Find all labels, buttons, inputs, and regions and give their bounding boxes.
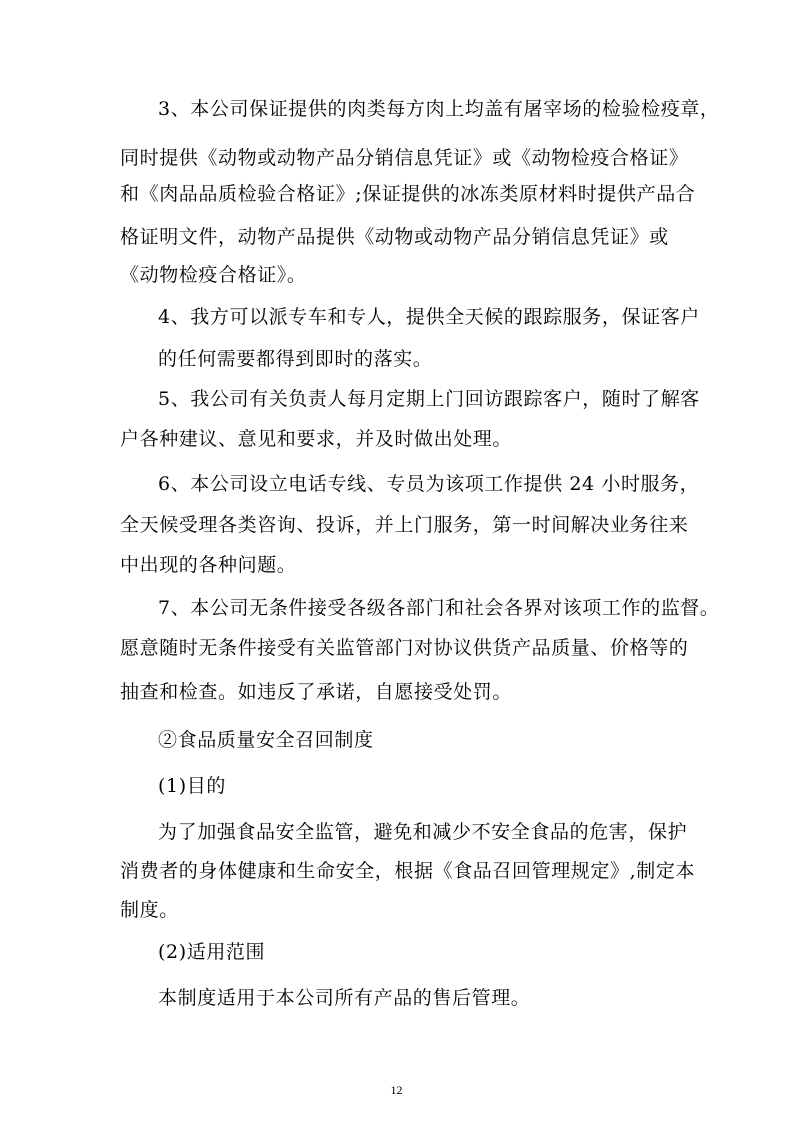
text-line-14: 愿意随时无条件接受有关监管部门对协议供货产品质量、价格等的 — [120, 637, 689, 659]
text-line-19: 消费者的身体健康和生命安全，根据《食品召回管理规定》,制定本 — [120, 860, 696, 882]
text-line-5: 《动物检疫合格证》。 — [120, 264, 307, 286]
subheading-purpose: (1)目的 — [158, 775, 226, 797]
page-number: 12 — [390, 1083, 403, 1097]
text-line-18: 为了加强食品安全监管，避免和减少不安全食品的危害，保护 — [158, 821, 688, 843]
text-line-1: 3、本公司保证提供的肉类每方肉上均盖有屠宰场的检验检疫章， — [158, 98, 720, 120]
text-line-6: 4、我方可以派专车和专人，提供全天候的跟踪服务，保证客户 — [158, 306, 700, 328]
text-line-9: 户各种建议、意见和要求，并及时做出处理。 — [120, 428, 513, 450]
text-line-2: 同时提供《动物或动物产品分销信息凭证》或《动物检疫合格证》 — [120, 147, 689, 169]
text-line-22: 本制度适用于本公司所有产品的售后管理。 — [158, 987, 531, 1009]
text-line-11: 全天候受理各类咨询、投诉，并上门服务，第一时间解决业务往来 — [120, 514, 689, 536]
subheading-scope: (2)适用范围 — [158, 941, 266, 963]
text-line-10: 6、本公司设立电话专线、专员为该项工作提供 24 小时服务， — [158, 473, 700, 495]
text-line-8: 5、我公司有关负责人每月定期上门回访跟踪客户，随时了解客 — [158, 388, 700, 410]
text-line-15: 抽查和检查。如违反了承诺，自愿接受处罚。 — [120, 681, 513, 703]
text-line-3: 和《肉品品质检验合格证》;保证提供的冰冻类原材料时提供产品合 — [120, 183, 696, 205]
text-line-13: 7、本公司无条件接受各级各部门和社会各界对该项工作的监督。 — [158, 597, 720, 619]
text-line-12: 中出现的各种问题。 — [120, 554, 297, 576]
text-line-7: 的任何需要都得到即时的落实。 — [158, 348, 433, 370]
text-line-4: 格证明文件，动物产品提供《动物或动物产品分销信息凭证》或 — [120, 226, 669, 248]
text-line-20: 制度。 — [120, 899, 179, 921]
section-heading-recall-system: ②食品质量安全召回制度 — [158, 729, 374, 751]
